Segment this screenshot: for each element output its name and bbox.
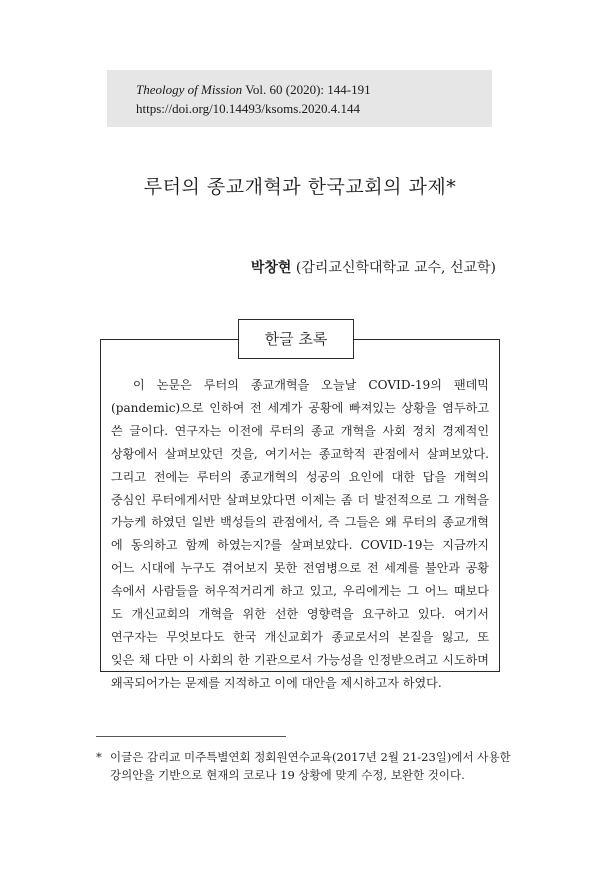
author-name: 박창현 — [250, 260, 292, 276]
author-affiliation: (감리교신학대학교 교수, 선교학) — [295, 260, 496, 276]
abstract-line: 가능케 하였던 일반 백성들의 관점에서, 즉 그들은 왜 루터의 종교개혁 — [111, 515, 489, 530]
journal-info-box — [107, 70, 492, 127]
journal-volume: Vol. 60 (2020): 144-191 — [245, 82, 371, 97]
footnote — [96, 748, 511, 784]
footnote-divider — [96, 736, 286, 737]
abstract-body — [111, 374, 489, 695]
abstract-line: 상황에서 살펴보았던 것을, 여기서는 종교학적 관점에서 살펴보았다. — [111, 446, 489, 461]
abstract-line: 어느 시대에 누구도 겪어보지 못한 전염병으로 전 세계를 불안과 공황 — [111, 561, 489, 576]
footnote-mark: * — [96, 750, 102, 764]
abstract-line: 연구자는 무엇보다도 한국 개신교회가 종교로서의 본질을 잃고, 또 — [111, 629, 489, 644]
doi-link[interactable]: https://doi.org/10.14493/ksoms.2020.4.144 — [136, 101, 361, 116]
author-line — [251, 257, 496, 277]
journal-name: Theology of Mission — [136, 82, 243, 97]
article-title: 루터의 종교개혁과 한국교회의 과제* — [143, 176, 457, 198]
abstract-line: 도 개신교회의 개혁을 위한 선한 영향력을 요구하고 있다. 여기서 — [111, 607, 489, 622]
abstract-line: 중심인 루터에게서만 살펴보았다면 이제는 좀 더 발전적으로 그 개혁을 — [111, 492, 489, 507]
abstract-line: 속에서 사람들을 허우적거리게 하고 있고, 우리에게는 그 어느 때보다 — [111, 584, 489, 599]
footnote-line: 강의안을 기반으로 현재의 코로나 19 상황에 맞게 수정, 보완한 것이다. — [110, 768, 465, 782]
abstract-line: 그리고 전에는 루터의 종교개혁의 성공의 요인에 대한 답을 개혁의 — [111, 469, 489, 484]
abstract-line: 잊은 채 다만 이 사회의 한 기관으로서 가능성을 인정받으려고 시도하며 — [111, 652, 489, 667]
abstract-label: 한글 초록 — [238, 319, 354, 359]
abstract-line: 쓴 글이다. 연구자는 이전에 루터의 종교 개혁을 사회 정치 경제적인 — [111, 423, 489, 438]
abstract-line: (pandemic)으로 인하여 전 세계가 공황에 빠져있는 상황을 염두하고 — [111, 400, 489, 415]
footnote-text: 이글은 감리교 미주특별연회 정회원연수교육(2017년 2월 21-23일)에서 사용한 — [110, 750, 511, 764]
footnote-line — [96, 748, 511, 766]
abstract-line: 왜곡되어가는 문제를 지적하고 이에 대안을 제시하고자 하였다. — [111, 675, 442, 690]
abstract-line: 이 논문은 루터의 종교개혁을 오늘날 COVID-19의 팬데믹 — [133, 378, 489, 392]
journal-citation — [136, 80, 492, 99]
abstract-line: 에 동의하고 함께 하였는지?를 살펴보았다. COVID-19는 지금까지 — [111, 538, 489, 553]
